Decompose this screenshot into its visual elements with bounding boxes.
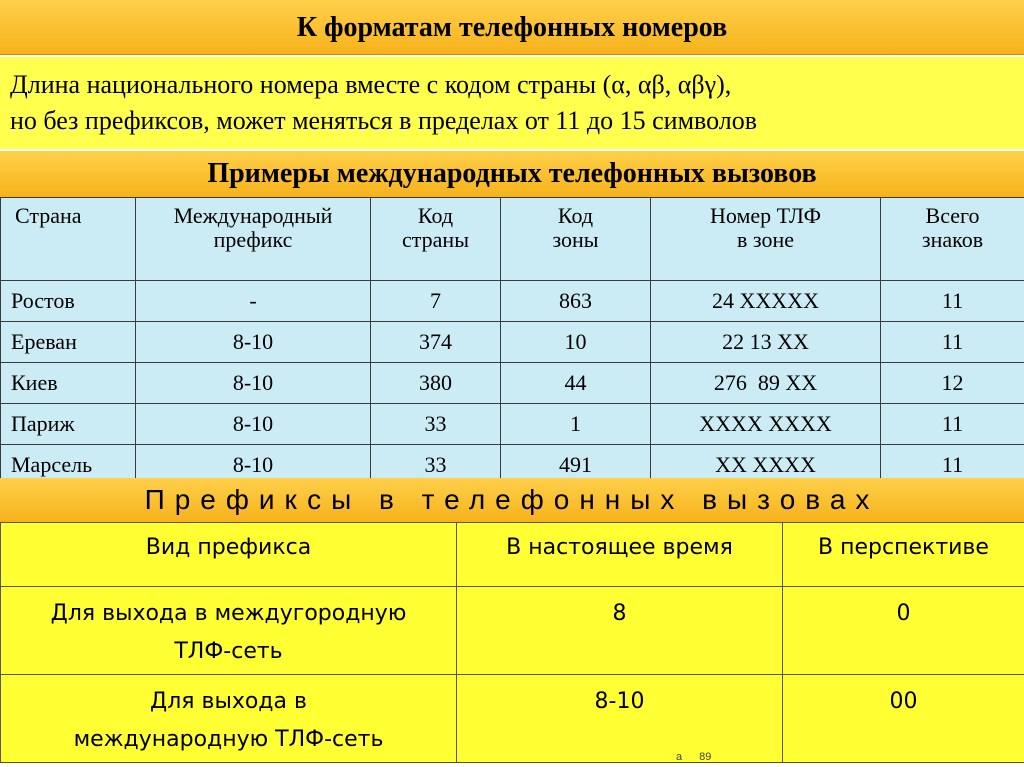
cell-zone-code: 863 [501,281,651,322]
cell-country: Киев [1,363,136,404]
cell-country: Париж [1,404,136,445]
prefixes-heading: Префиксы в телефонных вызовах [0,478,1024,522]
col-zone-number-header: Номер ТЛФ в зоне [651,198,881,281]
cell-zone-code: 491 [501,445,651,486]
col-total-digits-header: Всего знаков [881,198,1024,281]
cell-zone-code: 44 [501,363,651,404]
col-zone-code-header: Код зоны [501,198,651,281]
cell-intl-prefix: 8-10 [136,404,371,445]
prefixes-table [0,522,1024,763]
table-row [1,404,1024,445]
cell-country-code: 374 [371,322,501,363]
table-row [1,675,1024,763]
table-row [1,281,1024,322]
cell-country: Ростов [1,281,136,322]
cell-zone-code: 1 [501,404,651,445]
cell-intl-prefix: 8-10 [136,322,371,363]
cell-zone-code: 10 [501,322,651,363]
cell-total-digits: 11 [881,445,1024,486]
intro-line-1: Длина национального номера вместе с кодом страны (α, αβ, αβγ), [10,70,732,99]
table-row [1,363,1024,404]
table-row [1,587,1024,675]
cell-intl-prefix: - [136,281,371,322]
cell-future-prefix: 00 [783,675,1024,763]
col-country-header: Страна [1,198,136,281]
cell-country: Ереван [1,322,136,363]
intro-line-2: но без префиксов, может меняться в пределах от 11 до 15 символов [10,106,758,135]
examples-table [0,197,1024,486]
cell-prefix-type: Для выхода в международную ТЛФ-сеть [1,675,457,763]
slide-title: К форматам телефонных номеров [0,0,1024,55]
cell-total-digits: 11 [881,281,1024,322]
cell-current-prefix: 8-10 [457,675,783,763]
cell-zone-number: ХХ ХХХХ [651,445,881,486]
examples-heading: Примеры международных телефонных вызовов [0,151,1024,197]
cell-total-digits: 11 [881,322,1024,363]
cell-country-code: 33 [371,404,501,445]
cell-total-digits: 11 [881,404,1024,445]
cell-country-code: 7 [371,281,501,322]
cell-total-digits: 12 [881,363,1024,404]
cell-prefix-type: Для выхода в междугородную ТЛФ-сеть [1,587,457,675]
cell-future-prefix: 0 [783,587,1024,675]
cell-zone-number: 22 13 ХХ [651,322,881,363]
cell-intl-prefix: 8-10 [136,445,371,486]
cell-country: Марсель [1,445,136,486]
cell-country-code: 380 [371,363,501,404]
examples-header-row [1,198,1024,281]
col-current-header: В настоящее время [457,523,783,587]
cell-country-code: 33 [371,445,501,486]
col-prefix-type-header: Вид префикса [1,523,457,587]
cell-zone-number: 276 89 ХХ [651,363,881,404]
cell-zone-number: 24 ХХХХХ [651,281,881,322]
col-future-header: В перспективе [783,523,1024,587]
col-country-code-header: Код страны [371,198,501,281]
intro-text [0,57,1024,149]
footer-note: а 89 [676,751,712,763]
col-intl-prefix-header: Международный префикс [136,198,371,281]
prefixes-header-row [1,523,1024,587]
table-row [1,322,1024,363]
cell-intl-prefix: 8-10 [136,363,371,404]
cell-zone-number: ХХХХ ХХХХ [651,404,881,445]
cell-current-prefix: 8 [457,587,783,675]
